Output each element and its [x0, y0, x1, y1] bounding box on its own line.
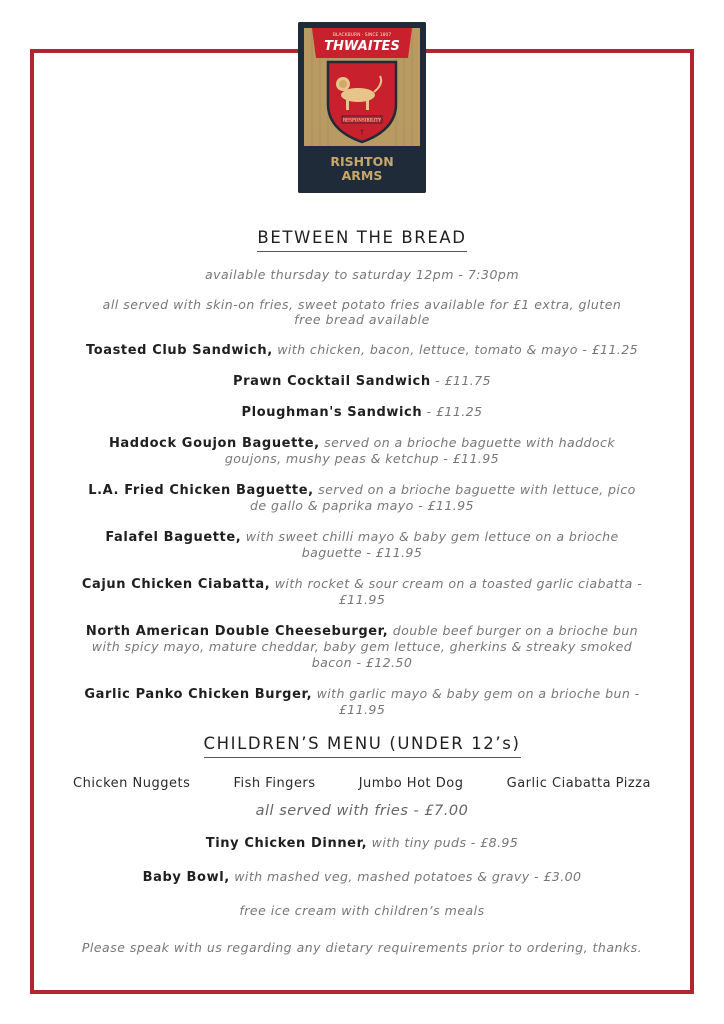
menu-item: [80, 482, 644, 514]
pub-logo: [298, 22, 426, 193]
bread-section-title: BETWEEN THE BREAD: [257, 228, 466, 252]
menu-item-description: with sweet chilli mayo & baby gem lettuce on a brioche baguette - £11.95: [245, 529, 619, 560]
brand-wordmark: THWAITES: [324, 39, 400, 54]
menu-item-description: with chicken, bacon, lettuce, tomato & mayo - £11.25: [277, 342, 639, 357]
menu-item: [80, 342, 644, 358]
menu-item-name: Falafel Baguette,: [105, 530, 242, 545]
children-section-title: CHILDREN’S MENU (UNDER 12’s): [204, 734, 521, 758]
menu-item-description: double beef burger on a brioche bun with spicy mayo, mature cheddar, baby gem lettuce, gherkins & streaky smoked bacon - £12.50: [91, 623, 639, 670]
menu-item-name: Tiny Chicken Dinner,: [205, 836, 368, 851]
menu-item: [80, 686, 644, 718]
bread-availability: available thursday to saturday 12pm - 7:30pm: [204, 267, 520, 282]
logo-tagline: BLACKBURN · SINCE 1807: [332, 33, 392, 38]
pub-name-line1: RISHTON: [330, 154, 394, 169]
menu-item-description: with tiny puds - £8.95: [371, 835, 519, 850]
children-options-row: [73, 776, 651, 791]
menu-item: [80, 623, 644, 671]
free-ice-cream-note: free ice cream with children’s meals: [239, 903, 485, 918]
crest-motto: RESPONSIBILITY: [342, 117, 382, 123]
menu-item-name: Baby Bowl,: [142, 870, 230, 885]
menu-item-name: Toasted Club Sandwich,: [85, 343, 273, 358]
svg-text:†: †: [360, 128, 364, 136]
menu-item: [80, 435, 644, 467]
pub-sign-graphic: [298, 22, 426, 193]
children-option: Jumbo Hot Dog: [358, 776, 464, 791]
menu-item: [80, 529, 644, 561]
children-items-list: [80, 835, 644, 885]
menu-item-description: with rocket & sour cream on a toasted garlic ciabatta - £11.95: [274, 576, 643, 607]
children-option: Fish Fingers: [233, 776, 316, 791]
menu-item-name: Ploughman's Sandwich: [241, 405, 423, 420]
menu-item-description: - £11.75: [435, 373, 491, 388]
menu-item: [80, 869, 644, 885]
pub-name-line2: ARMS: [341, 168, 383, 183]
menu-item-name: Prawn Cocktail Sandwich: [233, 374, 431, 389]
menu-item: [80, 373, 644, 389]
children-option: Chicken Nuggets: [73, 776, 191, 791]
bread-items-list: [80, 342, 644, 718]
menu-item-name: Garlic Panko Chicken Burger,: [84, 687, 313, 702]
menu-item-name: Cajun Chicken Ciabatta,: [81, 577, 271, 592]
menu-item-description: served on a brioche baguette with lettuce, pico de gallo & paprika mayo - £11.95: [250, 482, 636, 513]
menu-item-name: North American Double Cheeseburger,: [85, 624, 389, 639]
children-option: Garlic Ciabatta Pizza: [506, 776, 651, 791]
menu-item-description: with mashed veg, mashed potatoes & gravy - £3.00: [234, 869, 582, 884]
dietary-footer-note: Please speak with us regarding any dietary requirements prior to ordering, thanks.: [81, 940, 643, 955]
menu-item-name: Haddock Goujon Baguette,: [108, 436, 320, 451]
menu-item-description: with garlic mayo & baby gem on a brioche bun - £11.95: [316, 686, 640, 717]
menu-item-description: served on a brioche baguette with haddock goujons, mushy peas & ketchup - £11.95: [224, 435, 616, 466]
bread-serving-note: all served with skin-on fries, sweet potato fries available for £1 extra, gluten free bread available: [102, 297, 622, 327]
menu-item-name: L.A. Fried Chicken Baguette,: [88, 483, 314, 498]
menu-item: [80, 404, 644, 420]
children-price-note: all served with fries - £7.00: [255, 803, 469, 819]
menu-content: [73, 228, 651, 955]
menu-item: [80, 576, 644, 608]
menu-item-description: - £11.25: [426, 404, 483, 419]
menu-item: [80, 835, 644, 851]
